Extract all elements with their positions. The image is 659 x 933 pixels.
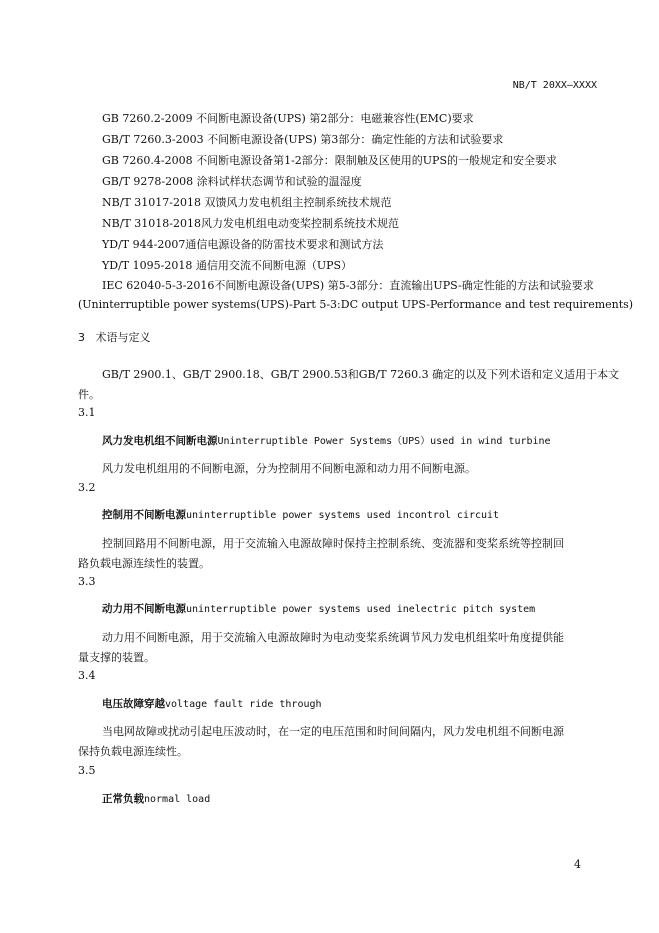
reference-item: IEC 62040-5-3-2016不间断电源设备(UPS) 第5-3部分：直流输出UPS-确定性能的方法和试验要求 [102,279,594,292]
term-name-en: normal load [144,794,211,805]
term-heading [102,791,210,806]
reference-item: YD/T 944-2007通信电源设备的防雷技术要求和测试方法 [102,238,384,251]
term-name-en: Uninterruptible Power Systems（UPS）used in wind turbine [217,436,551,447]
intro-paragraph-line: 件。 [78,388,100,401]
term-name-en: voltage fault ride through [165,699,322,710]
term-name-zh: 电压故障穿越 [102,698,165,710]
term-number: 3.4 [78,669,96,682]
section-heading [78,329,151,345]
term-heading [102,696,322,711]
term-number: 3.1 [78,406,96,419]
document-code-header: NB/T 20XX—XXXX [512,80,597,91]
reference-item: NB/T 31017-2018 双馈风力发电机组主控制系统技术规范 [102,196,392,209]
reference-item: GB 7260.4-2008 不间断电源设备第1-2部分：限制触及区使用的UPS的一般规定和安全要求 [102,154,557,167]
intro-paragraph-line: GB/T 2900.1、GB/T 2900.18、GB/T 2900.53和GB/T 7260.3 确定的以及下列术语和定义适用于本文 [102,368,620,381]
term-definition-continuation: 保持负载电源连续性。 [78,745,188,758]
section-title: 术语与定义 [95,331,151,344]
term-name-zh: 控制用不间断电源 [102,509,186,521]
term-name-en: uninterruptible power systems used inelectric pitch system [186,604,536,615]
term-definition: 当电网故障或扰动引起电压波动时，在一定的电压范围和时间间隔内，风力发电机组不间断电源 [102,725,564,738]
reference-item: GB/T 9278-2008 涂料试样状态调节和试验的温湿度 [102,175,362,188]
term-name-en: uninterruptible power systems used incontrol circuit [186,510,500,521]
term-name-zh: 正常负载 [102,793,144,805]
term-heading [102,507,499,522]
term-number: 3.3 [78,575,96,588]
reference-item: GB/T 7260.3-2003 不间断电源设备(UPS) 第3部分：确定性能的方法和试验要求 [102,133,504,146]
term-number: 3.2 [78,481,96,494]
term-name-zh: 风力发电机组不间断电源 [102,435,218,447]
reference-item: GB 7260.2-2009 不间断电源设备(UPS) 第2部分：电磁兼容性(EMC)要求 [102,112,474,125]
term-number: 3.5 [78,764,96,777]
reference-item-continuation: (Uninterruptible power systems(UPS)-Part 5-3:DC output UPS-Performance and test requirements) [78,298,634,311]
term-definition-continuation: 量支撑的装置。 [78,651,155,664]
term-definition: 动力用不间断电源，用于交流输入电源故障时为电动变桨系统调节风力发电机组桨叶角度提供能 [102,631,564,644]
term-heading [102,601,535,616]
term-definition: 风力发电机组用的不间断电源，分为控制用不间断电源和动力用不间断电源。 [102,462,476,475]
term-definition: 控制回路用不间断电源，用于交流输入电源故障时保持主控制系统、变流器和变桨系统等控制回 [102,537,564,550]
term-name-zh: 动力用不间断电源 [102,603,186,615]
term-definition-continuation: 路负载电源连续性的装置。 [78,557,210,570]
reference-item: NB/T 31018-2018风力发电机组电动变桨控制系统技术规范 [102,217,399,230]
page-number: 4 [574,858,581,871]
reference-item: YD/T 1095-2018 通信用交流不间断电源（UPS） [102,259,353,272]
section-number: 3 [78,331,85,344]
term-heading [102,432,551,448]
